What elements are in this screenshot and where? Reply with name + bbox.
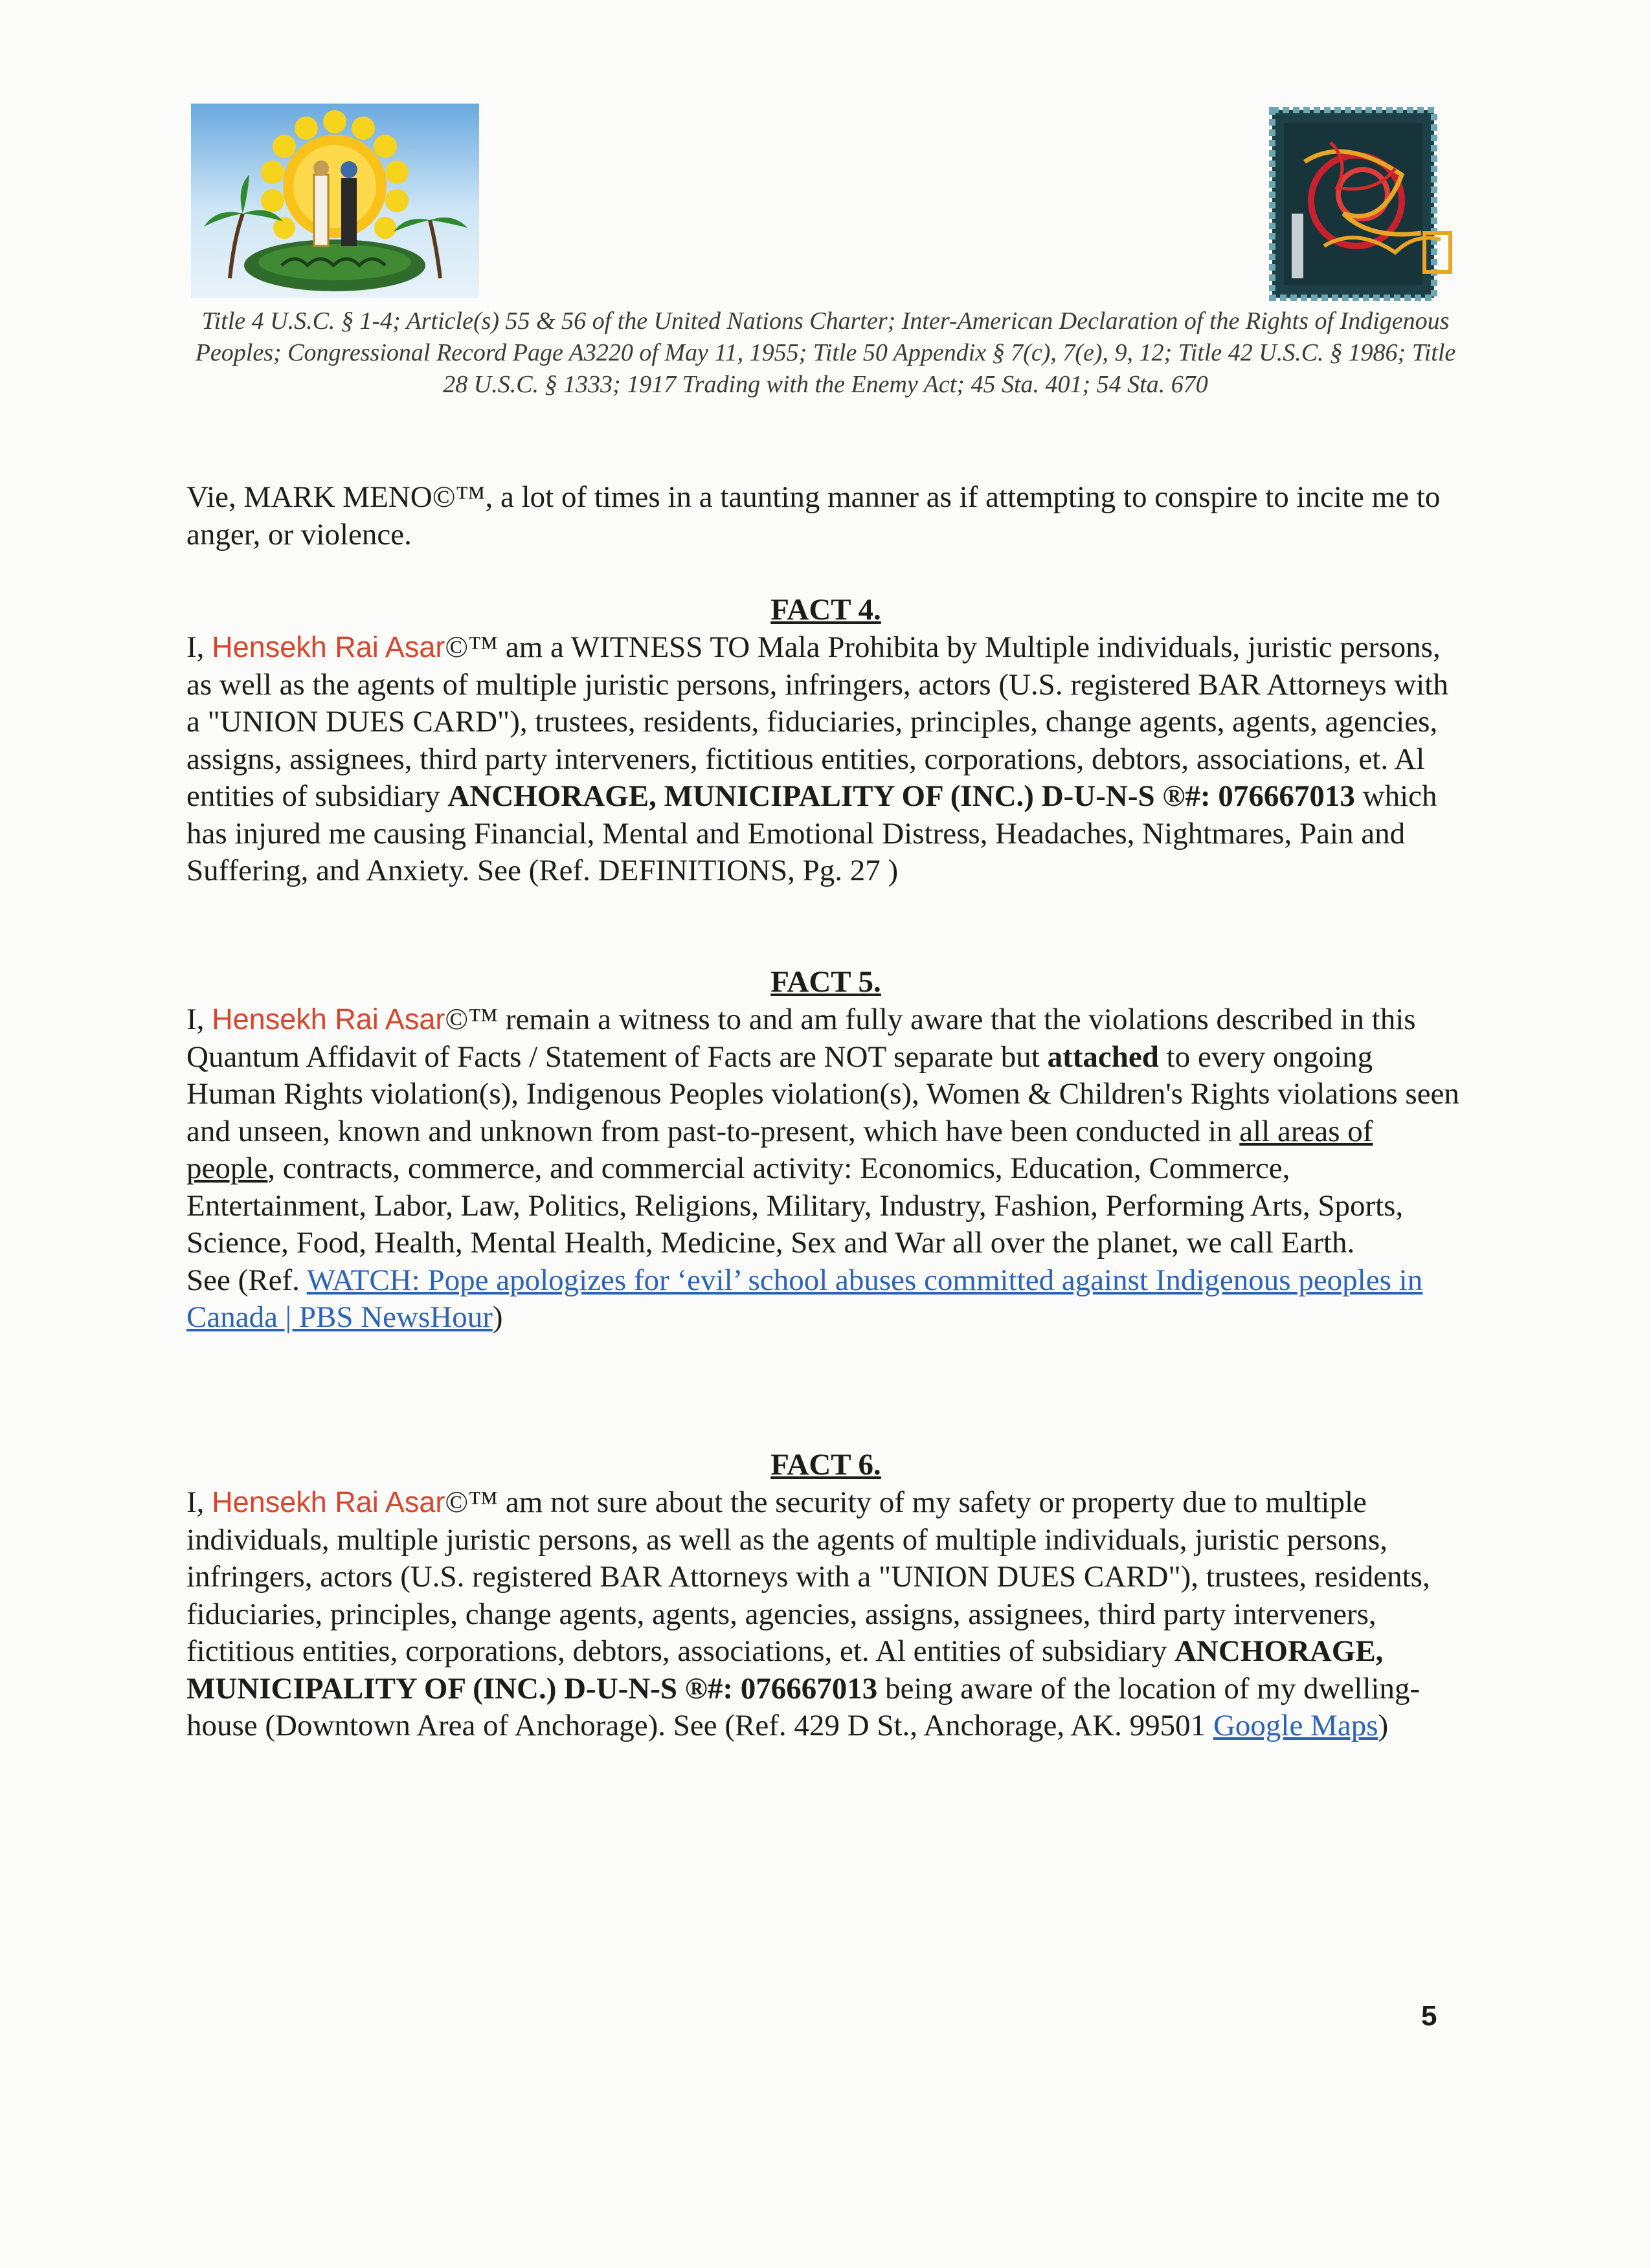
author-name: Hensekh Rai Asar	[212, 630, 445, 663]
fact-4-paragraph: I, Hensekh Rai Asar©™ am a WITNESS TO Mala Prohibita by Multiple individuals, juristic persons, as well as the agents of multiple juristic persons, infringers, actors (U.S. registered BAR Attorneys with a "UNION DUES CARD"), trustees, residents, fiduciaries, principles, change agents, agents, agencies, assigns, assignees, third party interveners, fictitious entities, corporations, debtors, associations, et. Al entities of subsidiary ANCHORAGE, MUNICIPALITY OF (INC.) D-U-N-S ®#: 076667013 which has injured me causing Financial, Mental and Emotional Distress, Headaches, Nightmares, Pain and Suffering, and Anxiety. See (Ref. DEFINITIONS, Pg. 27 )	[186, 630, 1448, 887]
attached-bold: attached	[1047, 1040, 1159, 1074]
intro-paragraph: Vie, MARK MENO©™, a lot of times in a taunting manner as if attempting to conspire to incite me to anger, or violence.	[186, 480, 1441, 551]
author-name: Hensekh Rai Asar	[212, 1485, 445, 1518]
flag-emblem-image	[191, 104, 479, 298]
fact-5-paragraph: I, Hensekh Rai Asar©™ remain a witness to and am fully aware that the violations described in this Quantum Affidavit of Facts / Statement of Facts are NOT separate but attached to every ongoing Human Rights violation(s), Indigenous Peoples violation(s), Women & Children's Rights violations seen and unseen, known and unknown from past-to-present, which have been conducted in all areas of people, contracts, commerce, and commercial activity: Economics, Education, Commerce, Entertainment, Labor, Law, Politics, Religions, Military, Industry, Fashion, Performing Arts, Sports, Science, Food, Health, Mental Health, Medicine, Sex and War all over the planet, we call Earth. See (Ref. WATCH: Pope apologizes for ‘evil’ school abuses committed against Indigenous peoples in Canada | PBS NewsHour)	[186, 1003, 1459, 1334]
all-areas-underlined: all areas of people	[186, 1114, 1373, 1185]
fact-4-heading: FACT 4.	[770, 593, 881, 627]
entity-name-bold: ANCHORAGE, MUNICIPALITY OF (INC.) D-U-N-S ®#: 076667013	[447, 779, 1355, 813]
fact-6-paragraph: I, Hensekh Rai Asar©™ am not sure about the security of my safety or property due to multiple individuals, multiple juristic persons, as well as the agents of multiple individuals, juristic persons, infringers, actors (U.S. registered BAR Attorneys with a "UNION DUES CARD"), trustees, residents, fiduciaries, principles, change agents, agents, agencies, assigns, assignees, third party interveners, fictitious entities, corporations, debtors, associations, et. Al entities of subsidiary ANCHORAGE, MUNICIPALITY OF (INC.) D-U-N-S ®#: 076667013 being aware of the location of my dwelling-house (Downtown Area of Anchorage). See (Ref. 429 D St., Anchorage, AK. 99501 Google Maps)	[186, 1485, 1430, 1742]
author-name: Hensekh Rai Asar	[212, 1003, 445, 1036]
legal-citation-header: Title 4 U.S.C. § 1-4; Article(s) 55 & 56 of the United Nations Charter; Inter-American Declaration of the Rights of Indigenous Peoples; Congressional Record Page A3220 of May 11, 1955; Title 50 Appendix § 7(c), 7(e), 9, 12; Title 42 U.S.C. § 1986; Title 28 U.S.C. § 1333; 1917 Trading with the Enemy Act; 45 Sta. 401; 54 Sta. 670	[195, 307, 1456, 398]
pbs-newshour-link[interactable]: WATCH: Pope apologizes for ‘evil’ school abuses committed against Indigenous peoples in Canada | PBS NewsHour	[186, 1263, 1423, 1334]
page-number: 5	[1421, 2000, 1437, 2032]
fact-6-heading: FACT 6.	[770, 1448, 881, 1482]
google-maps-link[interactable]: Google Maps	[1213, 1709, 1378, 1742]
fact-5-heading: FACT 5.	[770, 965, 881, 999]
seal-stamp-image	[1266, 104, 1457, 304]
entity-name-bold: ANCHORAGE, MUNICIPALITY OF (INC.) D-U-N-S ®#: 076667013	[186, 1634, 1384, 1706]
